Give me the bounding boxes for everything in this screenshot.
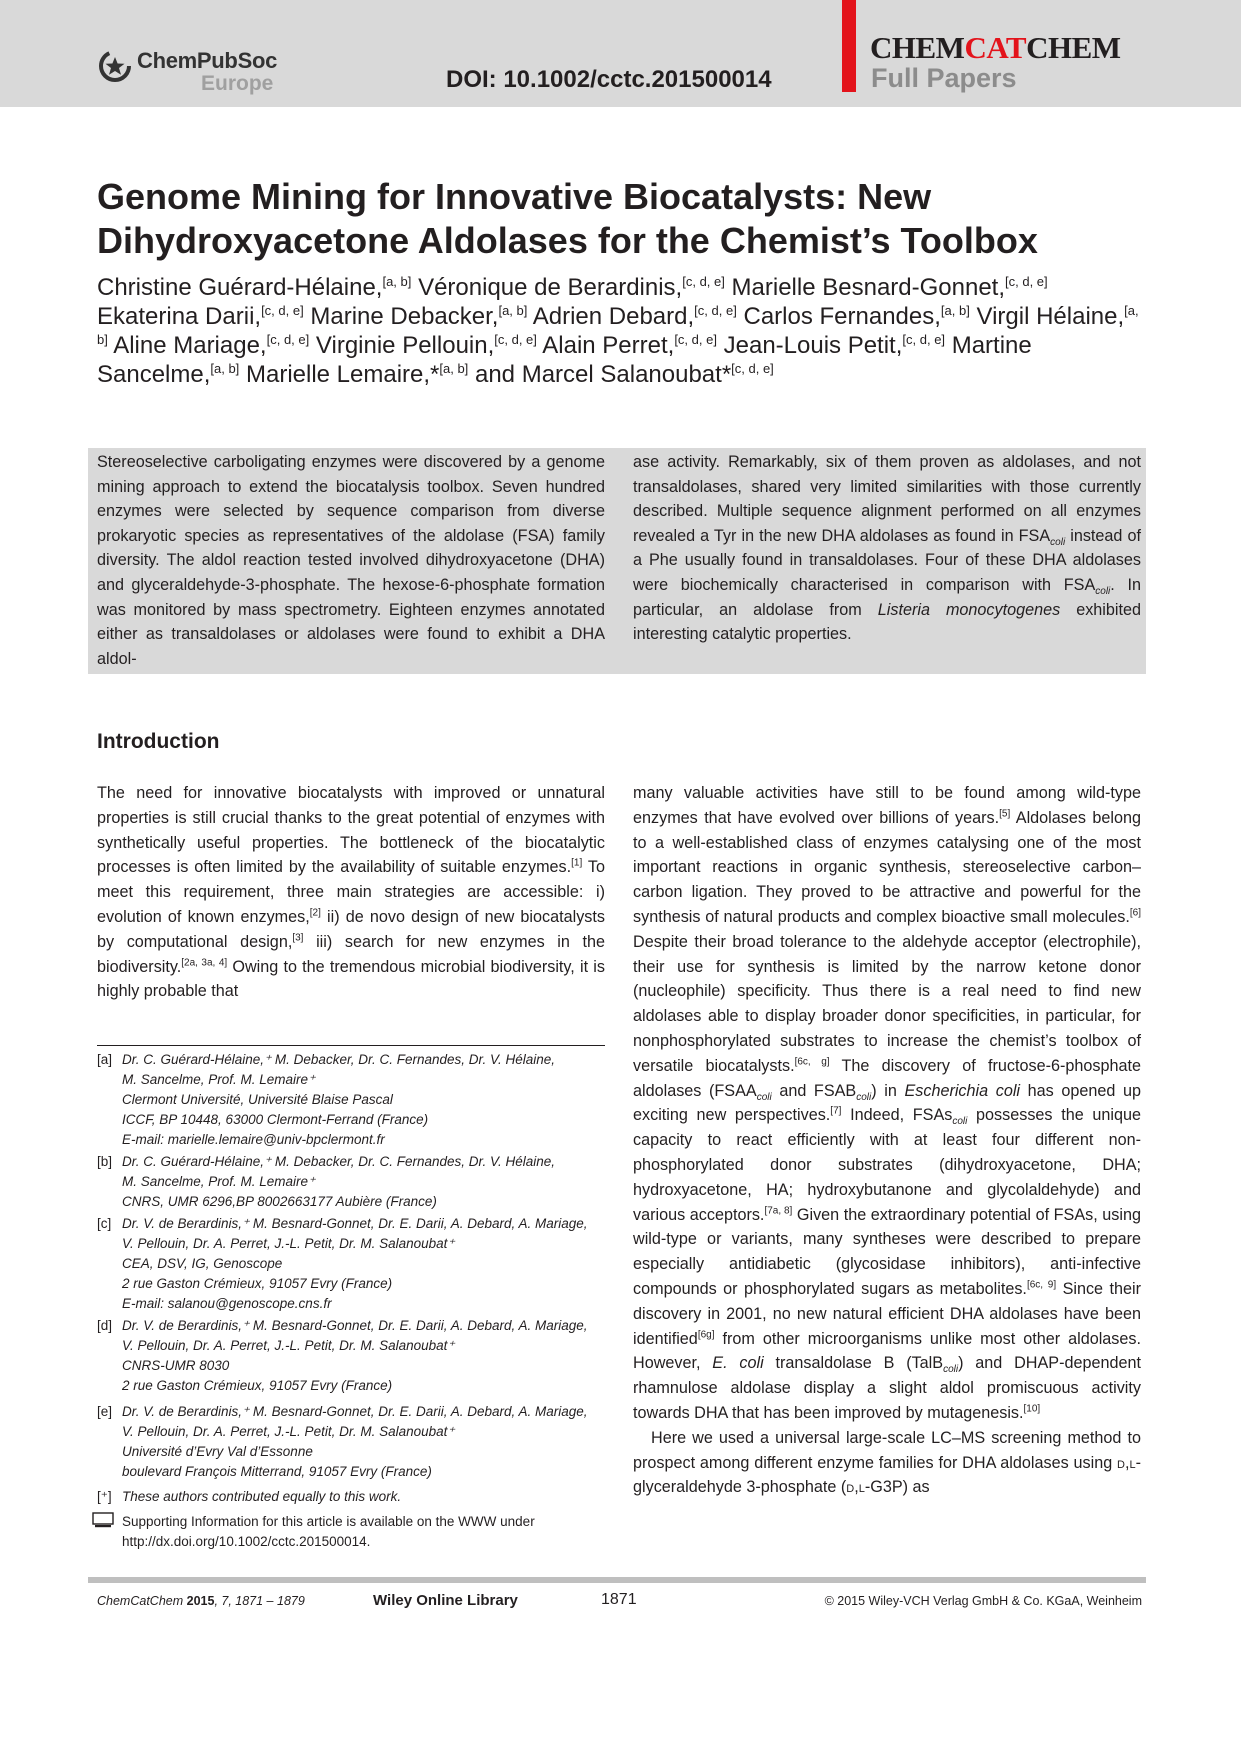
- body-text: many valuable activities have still to be found among wild-type enzymes that have evolved over billions of years.: [633, 784, 1141, 827]
- subscript: coli: [952, 1116, 968, 1128]
- affiliation-line: These authors contributed equally to this work.: [122, 1489, 402, 1504]
- affiliation-d: [97, 1316, 605, 1396]
- body-text: The need for innovative biocatalysts with improved or unnatural properties is still crucial thanks to the great potential of enzymes with synthetically useful properties. The bottleneck of the biocatalytic processes is often limited by the availability of suitable enzymes.: [97, 784, 605, 877]
- author-name: Adrien Debard,: [532, 303, 695, 330]
- affiliation-email[interactable]: E-mail: salanou@genoscope.cns.fr: [122, 1296, 332, 1311]
- body-text: transaldolase B (TalB: [763, 1354, 944, 1373]
- author-name: Carlos Fernandes,: [743, 303, 941, 330]
- affiliation-line: boulevard François Mitterrand, 91057 Evry (France): [122, 1464, 432, 1479]
- introduction-right: [633, 781, 1141, 1500]
- author-affil: [c, d, e]: [494, 332, 537, 347]
- author: [310, 303, 527, 330]
- abstract-text: . In particular, an aldolase from: [633, 575, 1141, 619]
- citation-ref[interactable]: [6c, g]: [794, 1056, 830, 1068]
- author-affil: [c, d, e]: [902, 332, 946, 347]
- affiliation-line: V. Pellouin, Dr. A. Perret, J.-L. Petit, Dr. M. Salanoubat⁺: [122, 1236, 455, 1251]
- citation-ref[interactable]: [6g]: [697, 1329, 715, 1341]
- abstract-text: exhibited interesting catalytic properties.: [633, 600, 1142, 644]
- body-text: To meet this requirement, three main strategies are accessible: i) evolution of known enzymes,: [97, 858, 605, 926]
- author-name: Virginie Pellouin,: [315, 332, 495, 359]
- publisher-region: Europe: [201, 72, 274, 95]
- body-text: possesses the unique capacity to react efficiently with at least four different non-phosphorylated donor substrates (dihydroxyacetone, DHA; hydroxyacetone, HA; hydroxybutanone and glycolaldehyde) and various acceptors.: [633, 1106, 1141, 1224]
- publisher-name: ChemPubSoc: [137, 48, 278, 73]
- author: [97, 274, 411, 301]
- body-text: -glyceraldehyde 3-phosphate (: [633, 1453, 1141, 1497]
- author-name: Marine Debacker,: [310, 303, 499, 330]
- body-text: Owing to the tremendous microbial biodiversity, it is highly probable that: [97, 957, 605, 1001]
- small-caps-text: d,l: [1117, 1453, 1136, 1472]
- author: [533, 303, 737, 330]
- body-text: and FSAB: [771, 1081, 857, 1100]
- affiliation-tag: [e]: [97, 1404, 113, 1419]
- author-affil: [a, b]: [97, 303, 1139, 347]
- author-name: Virgil Hélaine,: [976, 303, 1125, 330]
- affiliation-b: [97, 1152, 605, 1212]
- footer-volume-pages: , 7, 1871 – 1879: [214, 1594, 305, 1608]
- affiliation-body: [122, 1316, 605, 1396]
- author-name: Véronique de Berardinis,: [418, 274, 683, 301]
- title-line-2: Dihydroxyacetone Aldolases for the Chemist’s Toolbox: [97, 220, 1038, 261]
- affiliation-line: 2 rue Gaston Crémieux, 91057 Evry (France): [122, 1378, 393, 1393]
- subscript: coli: [1050, 537, 1066, 549]
- affiliation-line: Université d’Evry Val d’Essonne: [122, 1444, 313, 1459]
- citation-ref[interactable]: [10]: [1023, 1403, 1041, 1415]
- body-text: from other microorganisms unlike most other aldolases. However,: [633, 1329, 1141, 1373]
- body-text: The discovery of fructose-6-phosphate aldolases (FSAA: [633, 1056, 1141, 1100]
- introduction-left: [97, 781, 605, 1004]
- author: [475, 361, 774, 388]
- affiliation-body: [122, 1487, 605, 1507]
- affiliation-line: 2 rue Gaston Crémieux, 91057 Evry (France): [122, 1276, 393, 1291]
- citation-ref[interactable]: [7a, 8]: [764, 1205, 793, 1217]
- affiliation-line: Dr. C. Guérard-Hélaine,⁺ M. Debacker, Dr. C. Fernandes, Dr. V. Hélaine,: [122, 1154, 556, 1169]
- affiliation-line: Dr. V. de Berardinis,⁺ M. Besnard-Gonnet, Dr. E. Darii, A. Debard, A. Mariage,: [122, 1216, 588, 1231]
- affiliation-line: M. Sancelme, Prof. M. Lemaire⁺: [122, 1072, 316, 1087]
- author-name: Jean-Louis Petit,: [723, 332, 903, 359]
- author: [113, 332, 309, 359]
- author-affil: [c, d, e]: [261, 303, 304, 318]
- author-affil: [a, b]: [940, 303, 970, 318]
- body-text: Aldolases belong to a well-established class of enzymes catalysing one of the most important reactions in organic synthesis, stereoselective carbon–carbon ligation. They proved to be attractive and powerful for the synthesis of natural products and complex bioactive small molecules.: [633, 808, 1141, 926]
- author-affil: [a, b]: [210, 361, 240, 376]
- body-text: Since their discovery in 2001, no new natural efficient DHA aldolases have been identified: [633, 1279, 1141, 1348]
- citation-ref[interactable]: [2a, 3a, 4]: [181, 957, 228, 969]
- abstract-right: [633, 450, 1141, 647]
- doi[interactable]: DOI: 10.1002/cctc.201500014: [446, 66, 772, 93]
- author-name: Martine Sancelme,: [97, 332, 1032, 388]
- footer-citation: [97, 1594, 305, 1608]
- section-type: Full Papers: [871, 63, 1017, 93]
- page-number: 1871: [601, 1591, 637, 1608]
- author-name: Aline Mariage,: [113, 332, 267, 359]
- supporting-information-note: [122, 1512, 602, 1552]
- abstract-text: ase activity. Remarkably, six of them proven as aldolases, and not transaldolases, shared very limited similarities with those currently described. Multiple sequence alignment performed on all enzymes revealed a Tyr in the new DHA aldolases as found in FSA: [633, 453, 1141, 545]
- publisher-logo: [97, 46, 297, 96]
- si-link[interactable]: http://dx.doi.org/10.1002/cctc.201500014.: [122, 1534, 371, 1549]
- body-text: ii) de novo design of new biocatalysts by computational design,: [97, 907, 605, 951]
- journal-name-part1: CHEM: [870, 30, 965, 65]
- author-affil: [c, d, e]: [1005, 274, 1048, 289]
- affiliation-body: [122, 1402, 605, 1482]
- author-name: Marielle Lemaire,*: [245, 361, 440, 388]
- affiliation-body: [122, 1214, 605, 1314]
- footer-rule: [88, 1577, 1146, 1583]
- affiliation-c: [97, 1214, 605, 1314]
- journal-name: [870, 30, 1121, 66]
- body-text: Given the extraordinary potential of FSAs, using wild-type or variants, many syntheses were described to prepare especially antidiabetic (glycosidase inhibitors), anti-infective compounds or phosphorylated sugars as metabolites.: [633, 1205, 1141, 1298]
- affiliation-line: CNRS, UMR 6296,BP 8002663177 Aubière (France): [122, 1194, 437, 1209]
- citation-ref[interactable]: [3]: [292, 932, 304, 944]
- abstract-left: Stereoselective carboligating enzymes were discovered by a genome mining approach to extend the biocatalysis toolbox. Seven hundred enzymes were selected by sequence comparison from diverse prokaryotic species as representatives of the aldolase (FSA) family diversity. The aldol reaction tested involved dihydroxyacetone (DHA) and glyceraldehyde-3-phosphate. The hexose-6-phosphate formation was monitored by mass spectrometry. Eighteen enzymes annotated either as transaldolases or aldolases were found to exhibit a DHA aldol-: [97, 453, 605, 668]
- body-text: has opened up exciting new perspectives.: [633, 1081, 1141, 1125]
- author: [97, 303, 304, 330]
- affiliation-tag: [d]: [97, 1318, 113, 1333]
- equal-contribution-note: [97, 1487, 605, 1507]
- affiliation-tag: [a]: [97, 1052, 113, 1067]
- species-name: Listeria monocytogenes: [877, 600, 1061, 619]
- author: [732, 274, 1048, 301]
- author: [743, 303, 969, 330]
- citation-ref[interactable]: [7]: [830, 1105, 842, 1117]
- citation-ref[interactable]: [2]: [309, 907, 321, 919]
- affiliation-body: [122, 1050, 605, 1150]
- journal-name-part3: CHEM: [1026, 30, 1121, 65]
- body-text: Here we used a universal large-scale LC–MS screening method to prospect among different enzyme families for DHA aldolases using: [633, 1428, 1141, 1472]
- species-name: E. coli: [712, 1354, 764, 1373]
- affiliation-line: M. Sancelme, Prof. M. Lemaire⁺: [122, 1174, 316, 1189]
- abstract-text: instead of a Phe usually found in transaldolases. Four of these DHA aldolases were biochemically characterised in comparison with FSA: [633, 526, 1141, 594]
- body-text: Despite their broad tolerance to the aldehyde acceptor (electrophile), their use for synthesis is limited by the narrow ketone donor (nucleophile) specificity. Thus there is a real need to find new aldolases able to display broader donor specificities, in particular, for nonphosphorylated substrates to increase the chemist’s toolbox of versatile biocatalysts.: [633, 932, 1141, 1075]
- computer-monitor-icon: [92, 1512, 114, 1528]
- author-affil: [c, d, e]: [682, 274, 725, 289]
- affiliation-line: CNRS-UMR 8030: [122, 1358, 230, 1373]
- subscript: coli: [943, 1364, 959, 1376]
- author-affil: [c, d, e]: [694, 303, 737, 318]
- author-affil: [c, d, e]: [266, 332, 310, 347]
- article-title: [97, 175, 1147, 263]
- footnote-rule: [97, 1045, 605, 1046]
- affiliation-line: Dr. V. de Berardinis,⁺ M. Besnard-Gonnet, Dr. E. Darii, A. Debard, A. Mariage,: [122, 1404, 588, 1419]
- affiliation-a: [97, 1050, 605, 1150]
- author-affil: [a, b]: [498, 303, 528, 318]
- footer-copyright: © 2015 Wiley-VCH Verlag GmbH & Co. KGaA, Weinheim: [824, 1594, 1142, 1608]
- section-heading-introduction: Introduction: [97, 730, 220, 753]
- species-name: Escherichia coli: [904, 1081, 1021, 1100]
- affiliation-body: [122, 1152, 605, 1212]
- affiliation-line: ICCF, BP 10448, 63000 Clermont-Ferrand (France): [122, 1112, 429, 1127]
- author-name: Christine Guérard-Hélaine,: [97, 274, 383, 301]
- body-text: Indeed, FSAs: [841, 1106, 953, 1125]
- author-list: [97, 273, 1147, 389]
- footer-library[interactable]: Wiley Online Library: [373, 1592, 518, 1609]
- citation-ref[interactable]: [5]: [999, 808, 1011, 820]
- journal-name-part2: CAT: [964, 30, 1027, 65]
- si-line: Supporting Information for this article is available on the WWW under: [122, 1514, 535, 1529]
- author-name: Alain Perret,: [542, 332, 675, 359]
- title-line-1: Genome Mining for Innovative Biocatalysts: New: [97, 176, 932, 217]
- journal-accent-bar: [842, 0, 856, 92]
- subscript: coli: [856, 1091, 872, 1103]
- affiliation-line: CEA, DSV, IG, Genoscope: [122, 1256, 283, 1271]
- author: [724, 332, 945, 359]
- subscript: coli: [756, 1091, 772, 1103]
- body-text: iii) search for new enzymes in the biodiversity.: [97, 932, 606, 976]
- footer-year: 2015: [186, 1594, 215, 1608]
- affiliation-line: Clermont Université, Université Blaise Pascal: [122, 1092, 393, 1107]
- paragraph: [633, 1426, 1141, 1500]
- chempubsoc-star-icon: [97, 48, 133, 84]
- author-name: Marielle Besnard-Gonnet,: [731, 274, 1006, 301]
- affiliation-tag: [c]: [97, 1216, 112, 1231]
- body-text: ) and DHAP-dependent rhamnulose aldolase display a slight aldol promiscuous activity towards DHA that has been improved by mutagenesis.: [633, 1354, 1141, 1422]
- author-name: Ekaterina Darii,: [97, 303, 262, 330]
- affiliation-tag: [⁺]: [97, 1489, 112, 1504]
- author-affil: [c, d, e]: [674, 332, 717, 347]
- author-affil: [a, b]: [382, 274, 412, 289]
- affiliation-tag: [b]: [97, 1154, 113, 1169]
- citation-ref[interactable]: [6c, 9]: [1026, 1279, 1057, 1291]
- affiliation-email[interactable]: E-mail: marielle.lemaire@univ-bpclermont.fr: [122, 1132, 385, 1147]
- affiliation-e: [97, 1402, 605, 1482]
- affiliation-line: V. Pellouin, Dr. A. Perret, J.-L. Petit, Dr. M. Salanoubat⁺: [122, 1338, 455, 1353]
- footer-journal: ChemCatChem: [97, 1594, 184, 1608]
- author: [316, 332, 537, 359]
- author-affil: [a, b]: [439, 361, 469, 376]
- affiliation-line: Dr. C. Guérard-Hélaine,⁺ M. Debacker, Dr. C. Fernandes, Dr. V. Hélaine,: [122, 1052, 556, 1067]
- citation-ref[interactable]: [6]: [1129, 907, 1141, 919]
- paragraph: [633, 781, 1141, 1426]
- affiliation-line: Dr. V. de Berardinis,⁺ M. Besnard-Gonnet, Dr. E. Darii, A. Debard, A. Mariage,: [122, 1318, 588, 1333]
- author-name: and Marcel Salanoubat*: [474, 361, 732, 388]
- subscript: coli: [1095, 586, 1111, 598]
- small-caps-text: d,l: [846, 1478, 865, 1497]
- affiliation-line: V. Pellouin, Dr. A. Perret, J.-L. Petit, Dr. M. Salanoubat⁺: [122, 1424, 455, 1439]
- author: [418, 274, 725, 301]
- author-affil: [c, d, e]: [731, 361, 774, 376]
- body-text: ) in: [871, 1081, 905, 1100]
- author: [542, 332, 717, 359]
- body-text: -G3P) as: [864, 1478, 930, 1497]
- citation-ref[interactable]: [1]: [571, 858, 583, 869]
- author: [246, 361, 468, 388]
